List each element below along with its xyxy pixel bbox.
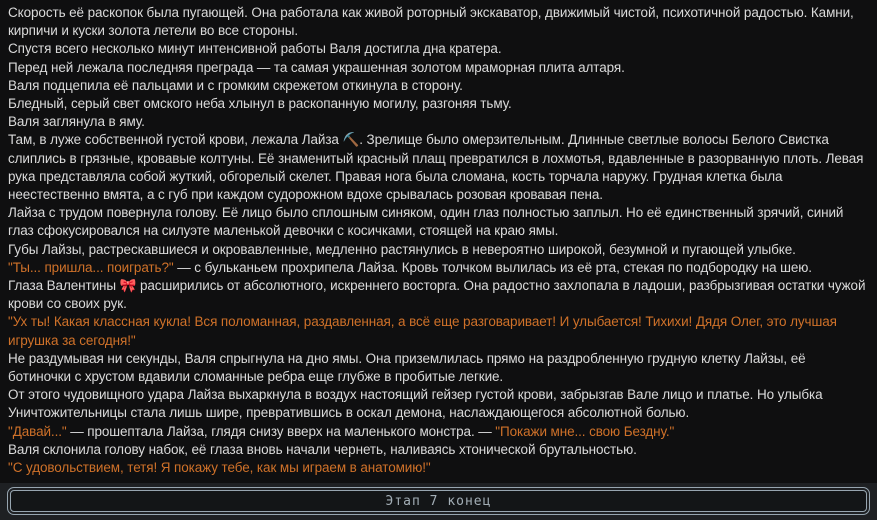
narration-text: Скорость её раскопок была пугающей. Она работала как живой роторный экскаватор, движимый чистой, психотичной радостью. Камни, кирпичи и куски золота летели во все стороны.	[8, 5, 854, 39]
story-paragraph	[8, 350, 869, 386]
narration-text: Валя заглянула в яму.	[8, 114, 145, 130]
narration-text: — с бульканьем прохрипела Лайза. Кровь толчком вылилась из её рта, стекая по подбородку на шею.	[173, 259, 812, 275]
ribbon-emoji: 🎀	[119, 278, 137, 294]
narration-text: . Зрелище было омерзительным. Длинные светлые волосы Белого Свистка слиплись в грязные, кровавые колтуны. Её знаменитый красный плащ превратился в лохмотья, вдавленные в разорванную плоть. Левая рука представляла собой жуткий, обгорелый скелет. Правая нога была сломана, кость торчала наружу. Грудная клетка была неестественно вмята, а с губ при каждом судорожном вдохе срывалась розовая кровавая пена.	[8, 132, 864, 203]
story-paragraph	[8, 113, 869, 131]
stage-end-button-label: Этап 7 конец	[385, 493, 492, 509]
story-paragraph	[8, 4, 869, 40]
narration-text: Лайза с трудом повернула голову. Её лицо было сплошным синяком, один глаз полностью заплыл. Но её единственный зрячий, синий глаз сфокусировался на силуэте маленькой девочки с косичками, стоящей на краю ямы.	[8, 205, 844, 239]
narration-text: расширились от абсолютного, искреннего восторга. Она радостно захлопала в ладоши, разбрызгивая остатки чужой крови со своих рук.	[8, 278, 866, 312]
dialogue-text: "Ты... пришла... поиграть?"	[8, 259, 174, 275]
pickaxe-emoji: ⛏️	[342, 132, 360, 148]
narration-text: Не раздумывая ни секунды, Валя спрыгнула на дно ямы. Она приземлилась прямо на раздробленную грудную клетку Лайзы, её ботиночки с хрустом вдавили сломанные ребра еще глубже в пробитые легкие.	[8, 350, 806, 385]
narration-text: Перед ней лежала последняя преграда — та самая украшенная золотом мраморная плита алтаря.	[8, 59, 625, 75]
dialogue-text: "Ух ты! Какая классная кукла! Вся поломанная, раздавленная, а всё еще разговаривает! И улыбается! Тихихи! Дядя Олег, это лучшая игрушка за сегодня!"	[8, 314, 837, 348]
stage-end-button-inner	[10, 490, 867, 512]
story-paragraph	[8, 277, 869, 313]
story-paragraph	[8, 441, 869, 459]
dialogue-text: "Покажи мне... свою Бездну."	[495, 423, 675, 439]
dialogue-text: "С удовольствием, тетя! Я покажу тебе, как мы играем в анатомию!"	[8, 460, 431, 476]
story-paragraph	[8, 459, 869, 477]
story-paragraph	[8, 204, 869, 240]
stage-end-button[interactable]	[7, 487, 870, 515]
narration-text: Там, в луже собственной густой крови, лежала Лайза	[8, 132, 343, 148]
narration-text: Глаза Валентины	[8, 278, 120, 294]
footer-bar	[0, 483, 877, 520]
narration-text: Бледный, серый свет омского неба хлынул в раскопанную могилу, разгоняя тьму.	[8, 96, 512, 112]
story-paragraph	[8, 40, 869, 58]
story-paragraph	[8, 77, 869, 95]
narration-text: Валя подцепила её пальцами и с громким скрежетом откинула в сторону.	[8, 77, 463, 93]
story-paragraph	[8, 386, 869, 422]
dialogue-text: "Давай..."	[8, 423, 67, 439]
narration-text: От этого чудовищного удара Лайза выхаркнула в воздух настоящий гейзер густой крови, забрызгав Вале лицо и платье. Но улыбка Уничтожительницы стала лишь шире, превратившись в оскал демона, наслаждающегося абсолютной болью.	[8, 387, 823, 421]
narration-text: Губы Лайзы, растрескавшиеся и окровавленные, медленно растянулись в невероятно широкой, безумной и пугающей улыбке.	[8, 241, 796, 257]
story-paragraph	[8, 259, 869, 277]
story-paragraph	[8, 95, 869, 113]
story-paragraph	[8, 241, 869, 259]
story-paragraph	[8, 131, 869, 204]
story-paragraph	[8, 313, 869, 349]
narration-text: Спустя всего несколько минут интенсивной работы Валя достигла дна кратера.	[8, 41, 502, 57]
narration-text: — прошептала Лайза, глядя снизу вверх на маленького монстра. —	[66, 423, 496, 439]
story-paragraph	[8, 59, 869, 77]
story-paragraph	[8, 423, 869, 441]
narration-text: Валя склонила голову набок, её глаза вновь начали чернеть, наливаясь хтонической брутальностью.	[8, 441, 637, 457]
